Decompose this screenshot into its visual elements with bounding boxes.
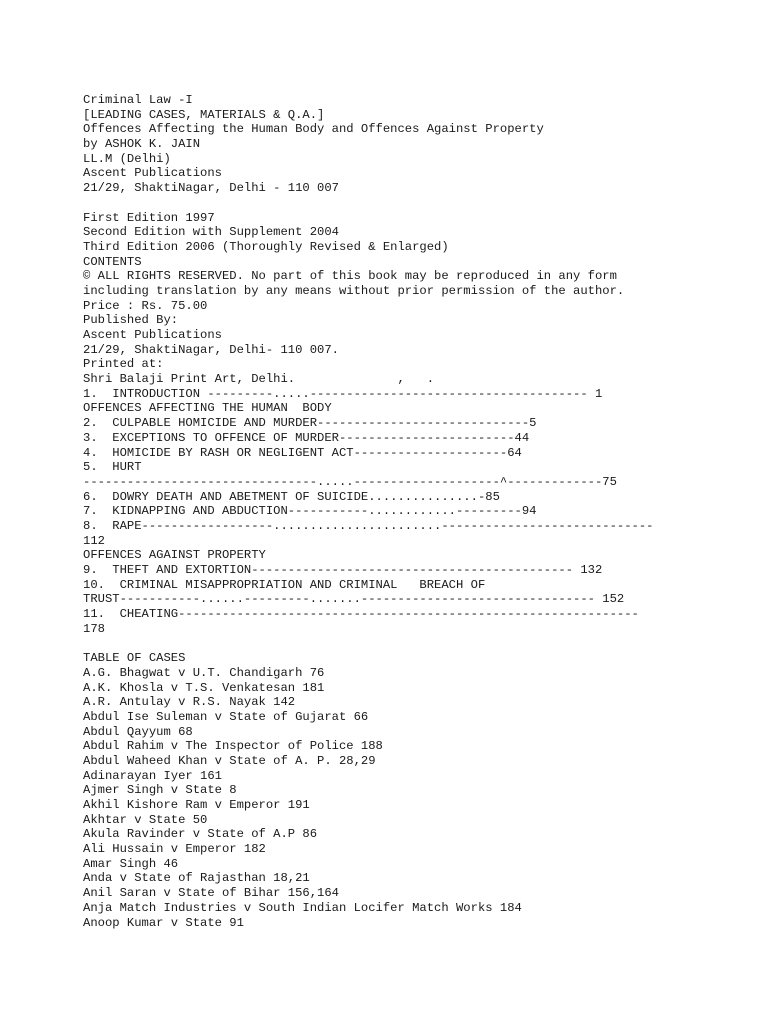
book-author: by ASHOK K. JAIN [83,137,201,152]
contents-line: 112 [83,533,105,548]
case-entry: Abdul Rahim v The Inspector of Police 188 [83,739,383,754]
published-by-address: 21/29, ShaktiNagar, Delhi- 110 007. [83,342,339,357]
case-entry: Amar Singh 46 [83,856,179,871]
spacer [83,636,763,651]
contents-line: OFFENCES AGAINST PROPERTY [83,548,266,563]
publisher-address: 21/29, ShaktiNagar, Delhi - 110 007 [83,181,339,196]
author-degree: LL.M (Delhi) [83,151,171,166]
printed-at-label: Printed at: [83,357,164,372]
contents-line: 2. CULPABLE HOMICIDE AND MURDER-----------------------------5 [83,416,537,431]
case-entry: Anil Saran v State of Bihar 156,164 [83,886,339,901]
case-entry: Ajmer Singh v State 8 [83,783,237,798]
case-entry: A.K. Khosla v T.S. Venkatesan 181 [83,680,325,695]
case-entry: Akula Ravinder v State of A.P 86 [83,827,318,842]
document-page [83,93,763,930]
first-edition: First Edition 1997 [83,210,215,225]
book-title: Criminal Law -I [83,93,193,107]
case-entry: Abdul Ise Suleman v State of Gujarat 66 [83,709,369,724]
book-subtitle: [LEADING CASES, MATERIALS & Q.A.] [83,107,325,122]
case-entry: A.R. Antulay v R.S. Nayak 142 [83,695,296,710]
contents-line: 4. HOMICIDE BY RASH OR NEGLIGENT ACT---------------------64 [83,445,522,460]
cases-list [83,666,763,930]
third-edition: Third Edition 2006 (Thoroughly Revised & Enlarged) [83,239,449,254]
rights-line-1: © ALL RIGHTS RESERVED. No part of this book may be reproduced in any form [83,269,617,284]
case-entry: Abdul Qayyum 68 [83,724,193,739]
spacer [83,196,763,211]
contents-line: 178 [83,621,105,636]
contents-line: 10. CRIMINAL MISAPPROPRIATION AND CRIMINAL BREACH OF [83,577,486,592]
contents-line: 7. KIDNAPPING AND ABDUCTION-----------............---------94 [83,504,537,519]
rights-line-2: including translation by any means without prior permission of the author. [83,283,625,298]
contents-line: TRUST-----------......---------.......-------------------------------- 152 [83,592,625,607]
contents-line: 1. INTRODUCTION ---------.....-------------------------------------- 1 [83,386,603,401]
contents-line: 9. THEFT AND EXTORTION-------------------------------------------- 132 [83,563,603,577]
price: Price : Rs. 75.00 [83,298,208,313]
publisher-name: Ascent Publications [83,166,222,181]
case-entry: Akhil Kishore Ram v Emperor 191 [83,798,310,812]
case-entry: Adinarayan Iyer 161 [83,768,222,783]
contents-line: 8. RAPE------------------.......................----------------------------- [83,518,654,533]
second-edition: Second Edition with Supplement 2004 [83,225,339,240]
case-entry: Anda v State of Rajasthan 18,21 [83,871,310,886]
contents-label: CONTENTS [83,254,142,269]
published-by-label: Published By: [83,313,179,328]
case-entry: Abdul Waheed Khan v State of A. P. 28,29 [83,753,376,768]
contents-line: OFFENCES AFFECTING THE HUMAN BODY [83,401,332,416]
case-entry: A.G. Bhagwat v U.T. Chandigarh 76 [83,665,325,680]
published-by-name: Ascent Publications [83,328,222,342]
contents-list [83,387,763,637]
contents-line: 11. CHEATING--------------------------------------------------------------- [83,607,639,622]
case-entry: Akhtar v State 50 [83,812,208,827]
case-entry: Anja Match Industries v South Indian Locifer Match Works 184 [83,900,522,915]
printed-at-name: Shri Balaji Print Art, Delhi. , . [83,372,435,387]
contents-line: 5. HURT [83,460,142,475]
case-entry: Anoop Kumar v State 91 [83,915,244,930]
contents-line: 6. DOWRY DEATH AND ABETMENT OF SUICIDE...............-85 [83,489,500,504]
cases-heading: TABLE OF CASES [83,651,186,666]
case-entry: Ali Hussain v Emperor 182 [83,842,266,857]
book-description: Offences Affecting the Human Body and Offences Against Property [83,122,544,137]
contents-line: 3. EXCEPTIONS TO OFFENCE OF MURDER------------------------44 [83,430,530,445]
contents-line: --------------------------------.....--------------------^-------------75 [83,474,617,489]
